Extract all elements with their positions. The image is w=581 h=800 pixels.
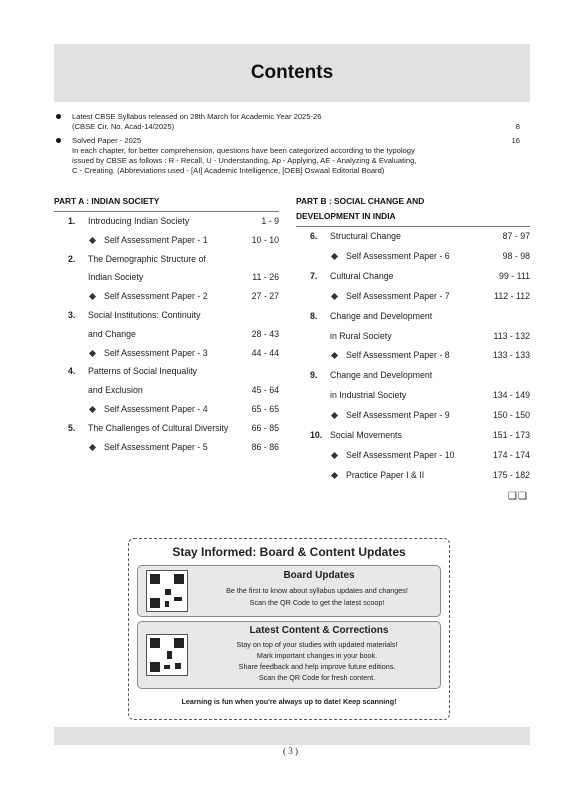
toc-entry[interactable]: [54, 270, 279, 284]
intro-line: In each chapter, for better comprehension, questions have been categorized according to the typology: [72, 146, 415, 155]
latest-content-line: Share feedback and help improve future editions.: [238, 662, 396, 671]
toc-subentry[interactable]: [296, 408, 530, 422]
entry-title: and Change: [88, 328, 136, 339]
entry-title: Self Assessment Paper - 9: [346, 410, 450, 421]
entry-page-range: 87 - 97: [502, 231, 530, 241]
part-b-heading-line: PART B : SOCIAL CHANGE AND: [296, 196, 425, 206]
chapter-number: 4.: [68, 366, 76, 377]
toc-subentry[interactable]: [54, 402, 279, 416]
intro-line: issued by CBSE as follows : R - Recall, U - Understanding, Ap - Applying, AE - Analyzing & Evaluating,: [72, 156, 417, 165]
chapter-number: 9.: [310, 370, 318, 381]
toc-entry[interactable]: [54, 327, 279, 341]
entry-page-range: 174 - 174: [492, 449, 530, 460]
intro-line: Latest CBSE Syllabus released on 28th March for Academic Year 2025-26: [72, 112, 322, 121]
chapter-number: 3.: [68, 310, 76, 320]
entry-title: Structural Change: [330, 231, 401, 241]
intro-page: 8: [515, 122, 520, 131]
latest-content-panel: [137, 621, 441, 689]
footer-band: [54, 727, 530, 745]
entry-page-range: 112 - 112: [494, 290, 530, 301]
latest-content-line: Mark important changes in your book.: [256, 651, 378, 660]
diamond-bullet-icon: [89, 406, 96, 413]
entry-page-range: 175 - 182: [492, 469, 530, 480]
latest-content-title: Latest Content & Corrections: [249, 625, 389, 636]
entry-title: in Rural Society: [330, 330, 392, 341]
intro-item-syllabus: [54, 112, 530, 132]
qr-code-icon[interactable]: [146, 570, 188, 612]
toc-subentry[interactable]: [296, 348, 530, 362]
diamond-bullet-icon: [331, 412, 338, 419]
board-updates-panel: [137, 565, 441, 617]
diamond-bullet-icon: [331, 452, 338, 459]
toc-entry[interactable]: [54, 308, 279, 322]
entry-title: Self Assessment Paper - 10: [346, 449, 455, 460]
intro-line: [72, 136, 530, 146]
toc-entry[interactable]: [296, 329, 530, 343]
toc-entry[interactable]: [54, 252, 279, 266]
diamond-bullet-icon: [89, 293, 96, 300]
entry-page-range: 1 - 9: [261, 216, 279, 226]
diamond-bullet-icon: [89, 237, 96, 244]
entry-page-range: 98 - 98: [502, 250, 530, 261]
toc-subentry[interactable]: [296, 468, 530, 482]
board-updates-title: Board Updates: [283, 570, 355, 581]
bullet-icon: [56, 138, 61, 143]
diamond-bullet-icon: [331, 472, 338, 479]
board-updates-line: Scan the QR Code to get the latest scoop!: [249, 598, 385, 607]
entry-title: Self Assessment Paper - 6: [346, 250, 450, 261]
entry-title: Self Assessment Paper - 7: [346, 290, 450, 301]
entry-title: Self Assessment Paper - 5: [104, 441, 208, 452]
header-band: [54, 44, 530, 102]
toc-subentry[interactable]: [54, 233, 279, 247]
page-title: Contents: [250, 62, 334, 83]
entry-title: The Demographic Structure of: [88, 253, 206, 264]
entry-title: Self Assessment Paper - 1: [104, 234, 208, 245]
toc-entry[interactable]: [296, 269, 530, 283]
entry-title: and Exclusion: [88, 385, 143, 396]
toc-entry[interactable]: [296, 229, 530, 243]
chapter-number: 7.: [310, 270, 318, 281]
entry-page-range: 11 - 26: [252, 272, 279, 283]
entry-page-range: 65 - 65: [251, 404, 279, 414]
toc-subentry[interactable]: [296, 249, 530, 263]
entry-title: Practice Paper I & II: [346, 469, 425, 480]
entry-title: Change and Development: [330, 370, 433, 381]
intro-line-text: (CBSE Cir. No. Acad-14/2025): [72, 122, 175, 131]
entry-page-range: 113 - 132: [493, 330, 530, 341]
latest-content-line: Scan the QR Code for fresh content.: [258, 673, 376, 682]
entry-title: Social Movements: [330, 430, 402, 440]
updates-box-footer: Learning is fun when you're always up to date! Keep scanning!: [181, 697, 397, 706]
entry-title: Cultural Change: [330, 270, 394, 281]
part-b-column: [296, 194, 530, 480]
page-number: ( 3 ): [283, 746, 298, 756]
intro-list: [54, 112, 530, 176]
qr-code-icon[interactable]: [146, 634, 188, 676]
board-updates-line: Be the first to know about syllabus updates and changes!: [226, 586, 408, 595]
toc-subentry[interactable]: [54, 346, 279, 360]
entry-page-range: 99 - 111: [499, 270, 530, 281]
entry-page-range: 86 - 86: [251, 441, 279, 452]
chapter-number: 1.: [68, 216, 76, 226]
entry-page-range: 10 - 10: [251, 234, 279, 245]
entry-title: Change and Development: [330, 310, 433, 321]
latest-content-line: Stay on top of your studies with updated materials!: [236, 640, 398, 649]
toc-entry[interactable]: [296, 368, 530, 382]
intro-item-solved-paper: [54, 136, 530, 176]
entry-title: Self Assessment Paper - 8: [346, 350, 450, 361]
toc-entry[interactable]: [296, 428, 530, 442]
entry-page-range: 150 - 150: [492, 410, 530, 421]
toc-subentry[interactable]: [54, 440, 279, 454]
entry-page-range: 28 - 43: [251, 328, 279, 339]
part-a-heading: PART A : INDIAN SOCIETY: [54, 194, 279, 212]
toc-entry[interactable]: [54, 383, 279, 397]
bullet-icon: [56, 114, 61, 119]
toc-entry[interactable]: [54, 214, 279, 228]
toc-entry[interactable]: [296, 309, 530, 323]
toc-entry[interactable]: [54, 364, 279, 378]
chapter-number: 10.: [310, 430, 323, 440]
chapter-number: 8.: [310, 310, 318, 321]
intro-page: 16: [511, 136, 520, 145]
part-a-column: [54, 194, 279, 452]
entry-title: Self Assessment Paper - 3: [104, 347, 208, 358]
entry-page-range: 133 - 133: [492, 350, 530, 361]
diamond-bullet-icon: [331, 253, 338, 260]
intro-line: [72, 122, 530, 132]
entry-page-range: 151 - 173: [492, 430, 530, 440]
chapter-number: 5.: [68, 422, 76, 433]
entry-title: Patterns of Social Inequality: [88, 366, 198, 377]
updates-box-title: Stay Informed: Board & Content Updates: [172, 545, 406, 559]
part-b-heading-line: DEVELOPMENT IN INDIA: [296, 211, 396, 221]
entry-title: Indian Society: [88, 272, 144, 283]
toc-subentry[interactable]: [54, 289, 279, 303]
toc-subentry[interactable]: [296, 289, 530, 303]
entry-page-range: 66 - 85: [251, 422, 279, 433]
entry-title: in Industrial Society: [330, 390, 407, 401]
end-mark: ❑❑: [508, 491, 528, 502]
toc-entry[interactable]: [54, 421, 279, 435]
intro-line: C - Creating. (Abbreviations used - [AI] Academic Intelligence, [OEB] Oswaal Editorial Board): [72, 166, 385, 175]
entry-page-range: 27 - 27: [251, 291, 279, 302]
diamond-bullet-icon: [331, 352, 338, 359]
diamond-bullet-icon: [89, 350, 96, 357]
chapter-number: 2.: [68, 253, 76, 264]
entry-title: Self Assessment Paper - 4: [104, 404, 208, 414]
chapter-number: 6.: [310, 231, 318, 241]
diamond-bullet-icon: [331, 293, 338, 300]
part-b-heading: [296, 194, 530, 227]
toc-subentry[interactable]: [296, 448, 530, 462]
intro-line-text: Solved Paper - 2025: [72, 136, 142, 145]
entry-title: The Challenges of Cultural Diversity: [88, 422, 229, 433]
entry-title: Social Institutions: Continuity: [88, 310, 201, 320]
updates-box: [128, 538, 450, 720]
entry-page-range: 45 - 64: [251, 385, 279, 396]
diamond-bullet-icon: [89, 444, 96, 451]
toc-entry[interactable]: [296, 388, 530, 402]
entry-title: Introducing Indian Society: [88, 216, 190, 226]
entry-page-range: 44 - 44: [251, 347, 279, 358]
entry-page-range: 134 - 149: [492, 390, 530, 401]
entry-title: Self Assessment Paper - 2: [104, 291, 208, 302]
